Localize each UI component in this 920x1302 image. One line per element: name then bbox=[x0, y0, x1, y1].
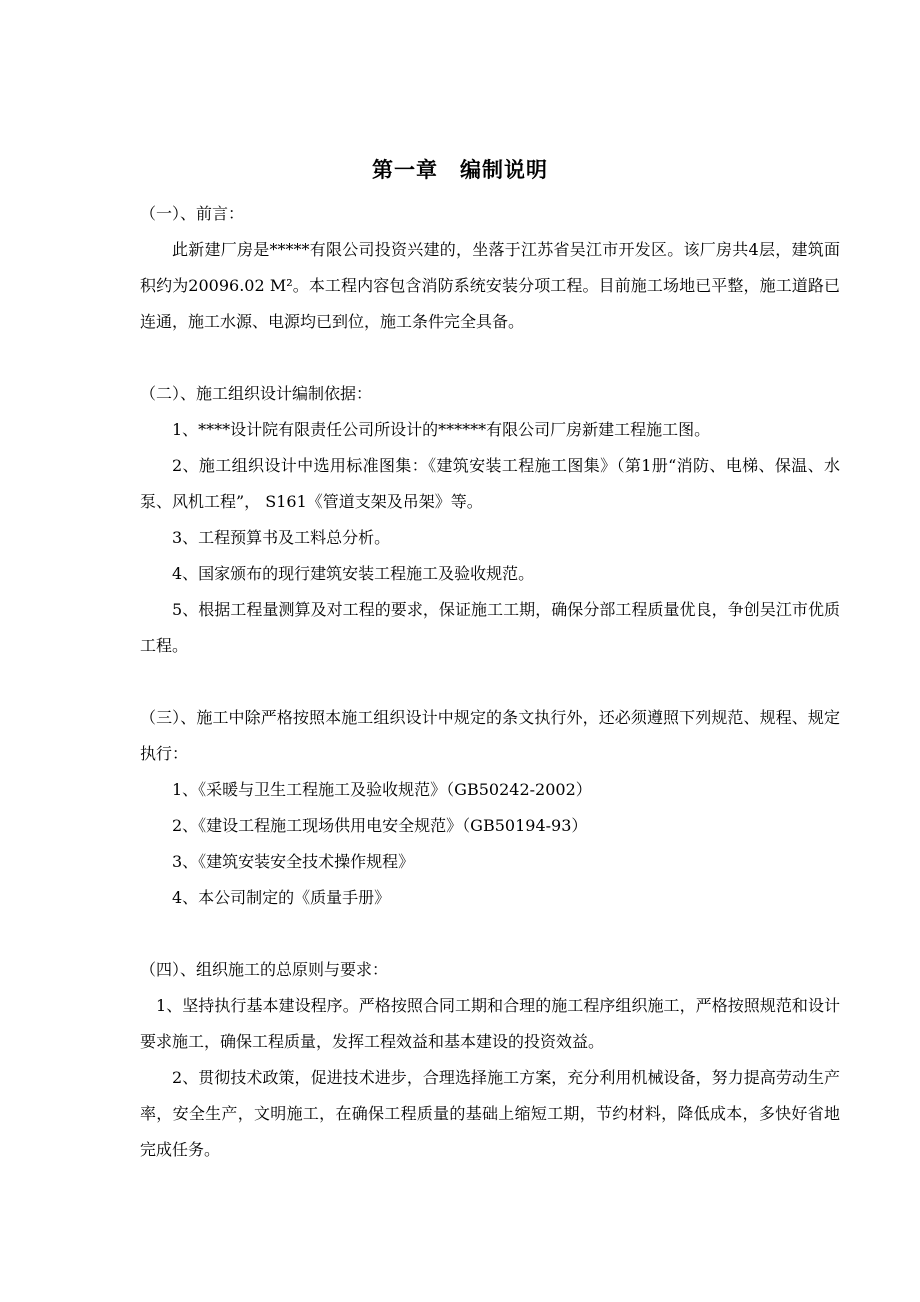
list-item: 2、《建设工程施工现场供用电安全规范》（GB50194-93） bbox=[172, 816, 588, 835]
section-principles bbox=[140, 952, 840, 1168]
section-heading: （二）、施工组织设计编制依据： bbox=[140, 384, 373, 403]
list-item: 2、贯彻技术政策，促进技术进步，合理选择施工方案，充分利用机械设备，努力提高劳动生产率，安全生产，文明施工，在确保工程质量的基础上缩短工期，节约材料，降低成本，多快好省地完成任务。 bbox=[140, 1068, 840, 1159]
document-body bbox=[140, 196, 840, 1168]
section-heading: （四）、组织施工的总原则与要求： bbox=[140, 960, 389, 979]
list-item: 1、坚持执行基本建设程序。严格按照合同工期和合理的施工程序组织施工，严格按照规范和设计要求施工，确保工程质量，发挥工程效益和基本建设的投资效益。 bbox=[140, 996, 840, 1051]
paragraph: 此新建厂房是*****有限公司投资兴建的，坐落于江苏省吴江市开发区。该厂房共4层，建筑面积约为20096.02 M²。本工程内容包含消防系统安装分项工程。目前施工场地已平整，施工道路已连通，施工水源、电源均已到位，施工条件完全具备。 bbox=[140, 240, 840, 331]
list-item: 1、《采暖与卫生工程施工及验收规范》（GB50242-2002） bbox=[172, 780, 592, 799]
page-title: 第一章 编制说明 bbox=[372, 158, 548, 182]
section-heading: （一）、前言： bbox=[140, 204, 245, 223]
section-standards bbox=[140, 700, 840, 916]
list-item: 4、国家颁布的现行建筑安装工程施工及验收规范。 bbox=[172, 564, 535, 583]
section-preface bbox=[140, 196, 840, 340]
list-item: 4、本公司制定的《质量手册》 bbox=[172, 888, 391, 907]
list-item: 3、工程预算书及工料总分析。 bbox=[172, 528, 391, 547]
list-item: 3、《建筑安装安全技术操作规程》 bbox=[172, 852, 415, 871]
list-item: 5、根据工程量测算及对工程的要求，保证施工工期，确保分部工程质量优良，争创吴江市优质工程。 bbox=[140, 600, 840, 655]
section-heading: （三）、施工中除严格按照本施工组织设计中规定的条文执行外，还必须遵照下列规范、规程、规定执行： bbox=[140, 708, 840, 763]
list-item: 2、施工组织设计中选用标准图集：《建筑安装工程施工图集》（第1册“消防、电梯、保温、水泵、风机工程”， S161《管道支架及吊架》等。 bbox=[140, 456, 840, 511]
list-item: 1、****设计院有限责任公司所设计的******有限公司厂房新建工程施工图。 bbox=[172, 420, 711, 439]
section-basis bbox=[140, 376, 840, 664]
